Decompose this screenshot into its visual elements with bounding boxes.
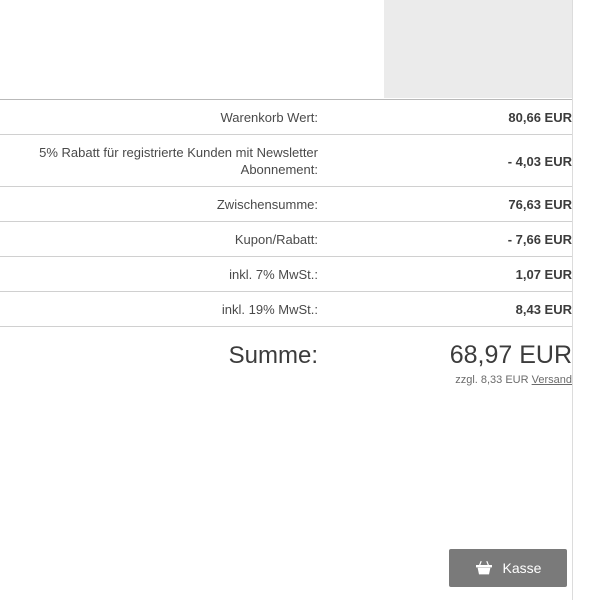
checkout-button-label: Kasse: [502, 560, 542, 576]
row-label: Zwischensumme:: [0, 187, 318, 222]
shipping-note-spacer: [0, 374, 318, 388]
checkout-button[interactable]: [449, 549, 567, 587]
row-label: 5% Rabatt für registrierte Kunden mit Newsletter Abonnement:: [0, 135, 318, 187]
grey-panel: [384, 0, 572, 98]
row-label: inkl. 7% MwSt.:: [0, 257, 318, 292]
table-row: [0, 135, 572, 187]
row-value: - 7,66 EUR: [318, 222, 572, 257]
grand-total-row: [0, 327, 572, 375]
grand-total-label: Summe:: [228, 341, 318, 369]
row-value: - 4,03 EUR: [318, 135, 572, 187]
shipping-note: [318, 374, 572, 388]
checkout-area: [0, 549, 572, 589]
shipping-note-row: [0, 374, 572, 388]
row-value: 80,66 EUR: [318, 100, 572, 135]
table-row: [0, 222, 572, 257]
table-row: [0, 100, 572, 135]
row-label: inkl. 19% MwSt.:: [0, 292, 318, 327]
row-label: Warenkorb Wert:: [0, 100, 318, 135]
top-area: [0, 0, 572, 100]
shipping-note-text: zzgl. 8,33 EUR: [455, 374, 532, 386]
shipping-link[interactable]: Versand: [531, 374, 572, 386]
row-value: 1,07 EUR: [318, 257, 572, 292]
table-row: [0, 257, 572, 292]
row-value: 76,63 EUR: [318, 187, 572, 222]
page-gutter: [572, 0, 600, 600]
table-row: [0, 292, 572, 327]
row-value: 8,43 EUR: [318, 292, 572, 327]
basket-icon: [475, 560, 493, 576]
grand-total-value: 68,97 EUR: [449, 341, 572, 369]
table-row: [0, 187, 572, 222]
row-label: Kupon/Rabatt:: [0, 222, 318, 257]
section-divider: [0, 99, 572, 100]
totals-table: [0, 100, 572, 388]
